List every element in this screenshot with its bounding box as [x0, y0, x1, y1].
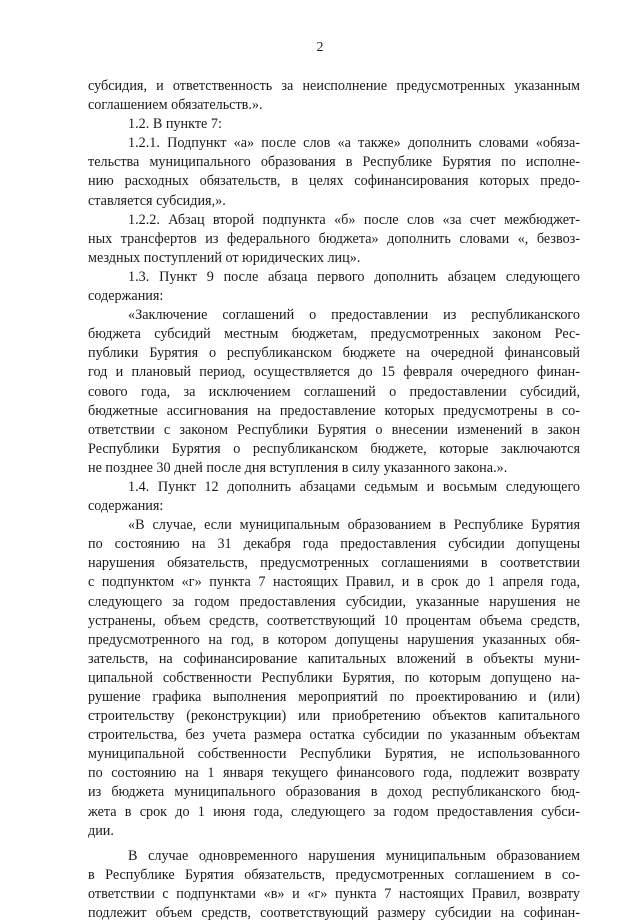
- text-line: дии.: [88, 822, 114, 839]
- text-line: подлежит объем средств, соответствующий размеру субсидии на софинан-: [88, 905, 580, 922]
- text-line: строительству (реконструкции) или приобретению объектов капитального: [88, 708, 580, 725]
- text-line: содержания:: [88, 498, 164, 515]
- text-line: субсидия, и ответственность за неисполнение предусмотренных указанным: [88, 78, 580, 94]
- text-line: 1.4. Пункт 12 дополнить абзацами седьмым и восьмым следующего: [128, 478, 580, 495]
- text-line: по состоянию на 1 января текущего финансового года, подлежит возврату: [88, 765, 580, 782]
- text-line: бюджетные ассигнования на предоставление которых предусмотрены в со-: [88, 402, 580, 419]
- text-line: ответствии с законом Республики Бурятия о внесении изменений в закон: [88, 421, 580, 438]
- text-line: в Республике Бурятия обязательств, предусмотренных соглашением в со-: [88, 866, 580, 883]
- text-line: предусмотренного на год, в котором допущены нарушения указанных обя-: [88, 631, 580, 648]
- text-line: мездных поступлений от юридических лиц».: [88, 249, 361, 266]
- text-line: 1.2.1. Подпункт «а» после слов «а также» дополнить словами «обяза-: [128, 135, 580, 152]
- text-line: зательств, на софинансирование капитальных вложений в объекты муни-: [88, 650, 580, 667]
- text-line: ных трансфертов из федерального бюджета» дополнить словами «, безвоз-: [88, 230, 580, 247]
- text-line: 1.2. В пункте 7:: [128, 116, 222, 133]
- text-line: «В случае, если муниципальным образованием в Республике Бурятия: [128, 517, 580, 534]
- text-line: 1.2.2. Абзац второй подпункта «б» после слов «за счет межбюджет-: [128, 211, 580, 228]
- text-line: устранены, объем средств, соответствующий 10 процентам объема средств,: [88, 612, 580, 629]
- text-line: не позднее 30 дней после дня вступления в силу указанного закона.».: [88, 459, 508, 476]
- text-line: нарушения обязательств, предусмотренных соглашениями в соответствии: [88, 555, 580, 572]
- text-line: сового года, за исключением соглашений о предоставлении субсидий,: [88, 383, 580, 400]
- text-line: 1.3. Пункт 9 после абзаца первого дополнить абзацем следующего: [128, 268, 580, 285]
- text-line: ставляется субсидия,».: [88, 192, 226, 209]
- text-line: Республики Бурятия о республиканском бюджете, которые заключаются: [88, 440, 580, 457]
- text-line: из бюджета муниципального образования в доход республиканского бюд-: [88, 784, 580, 801]
- text-line: рушение графика выполнения мероприятий по проектированию и (или): [88, 689, 580, 705]
- document-body: [88, 77, 580, 923]
- text-line: следующего за годом предоставления субсидии, указанные нарушения не: [88, 593, 580, 610]
- text-line: год и плановый период, осуществляется до 15 февраля очередного финан-: [88, 364, 580, 381]
- text-line: муниципальной собственности Республики Бурятия, не использованного: [88, 746, 580, 763]
- text-line: жета в срок до 1 июня года, следующего за годом предоставления субси-: [88, 803, 580, 820]
- text-line: ципальной собственности Республики Бурятия, по которым допущено на-: [88, 669, 580, 686]
- text-line: с подпунктом «г» пункта 7 настоящих Правил, и в срок до 1 апреля года,: [88, 574, 580, 591]
- text-line: соглашением обязательств.».: [88, 97, 263, 114]
- text-line: «Заключение соглашений о предоставлении из республиканского: [128, 307, 580, 324]
- text-line: бюджета субсидий местным бюджетам, предусмотренных законом Рес-: [88, 326, 580, 343]
- page-number: 2: [316, 40, 324, 55]
- text-line: содержания:: [88, 288, 164, 305]
- text-line: по состоянию на 31 декабря года предоставления субсидии допущены: [88, 536, 580, 553]
- text-line: В случае одновременного нарушения муниципальным образованием: [128, 847, 580, 864]
- text-line: строительства, без учета размера остатка субсидии по указанным объектам: [88, 727, 580, 744]
- text-line: тельства муниципального образования в Республике Бурятия по исполне-: [88, 154, 580, 171]
- text-line: нию расходных обязательств, в целях софинансирования которых предо-: [88, 173, 580, 190]
- text-line: ответствии с подпунктами «в» и «г» пункта 7 настоящих Правил, возврату: [88, 885, 580, 902]
- text-line: публики Бурятия о республиканском бюджете на очередной финансовый: [88, 345, 580, 362]
